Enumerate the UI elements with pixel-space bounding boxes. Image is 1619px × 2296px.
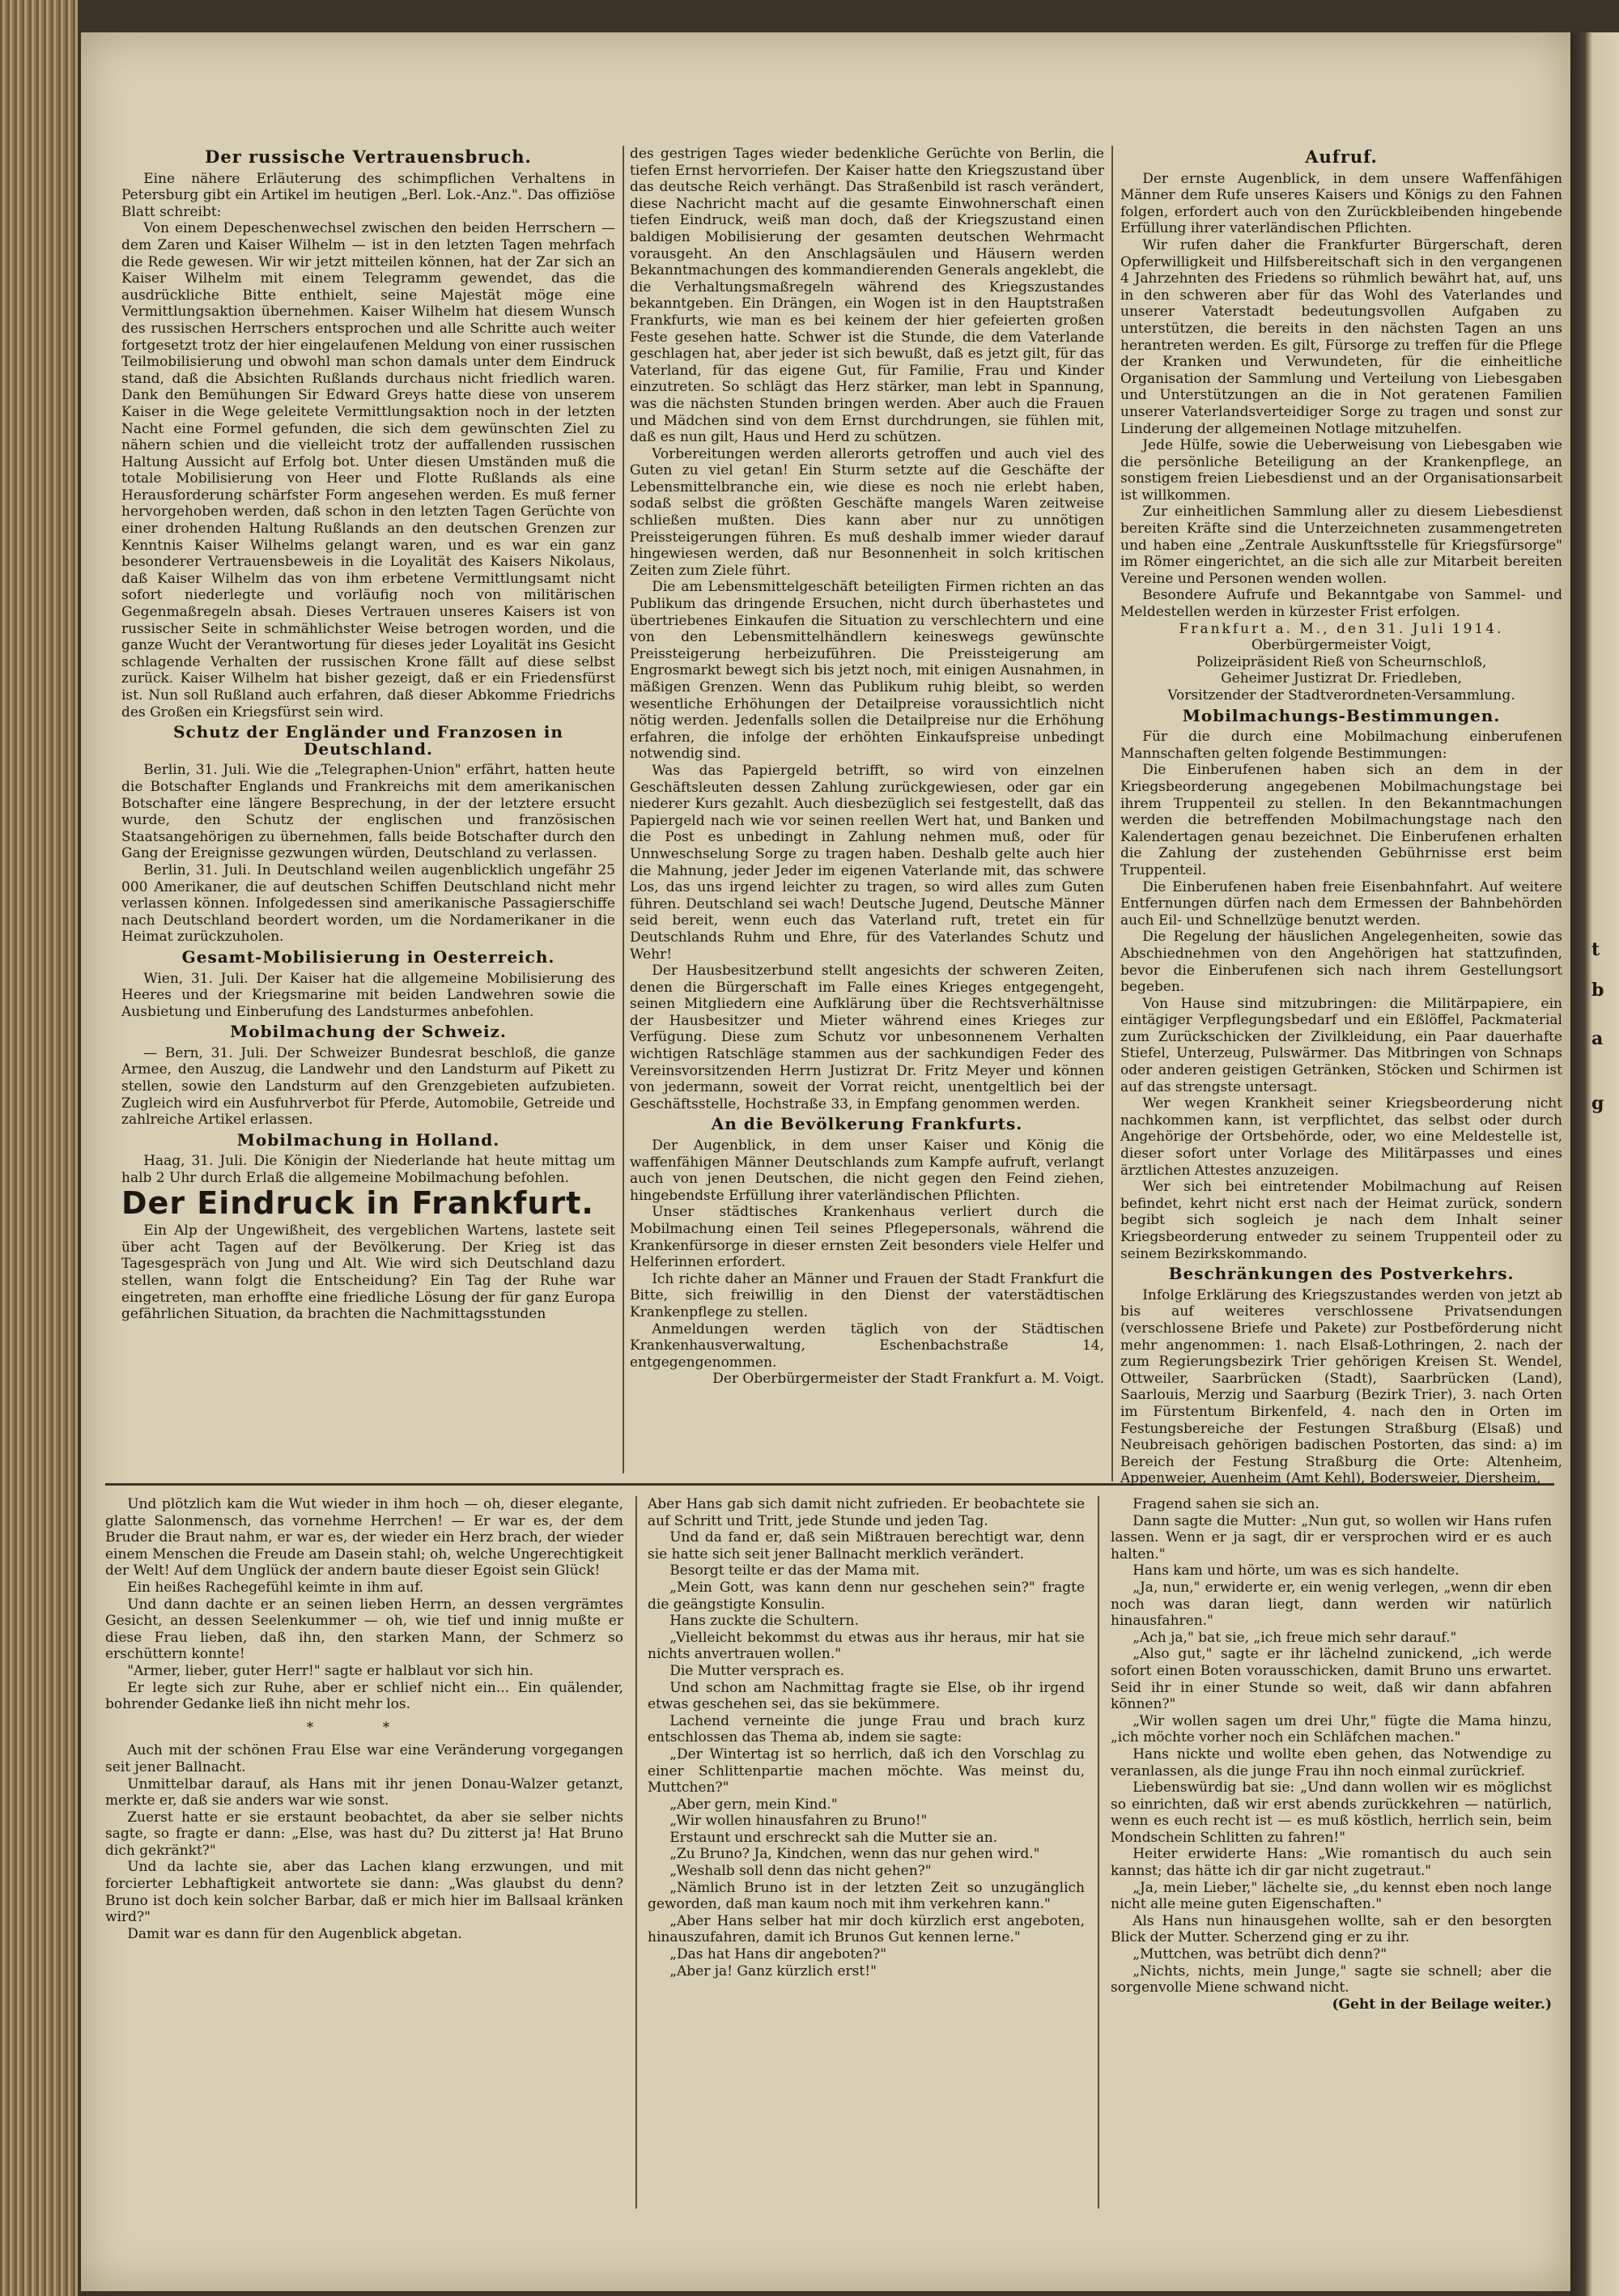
feuilleton-column-3 [1111, 1496, 1552, 2225]
paragraph: „Also gut," sagte er ihr lächelnd zunickend, „ich werde sofort einen Boten vorausschicken, damit Bruno uns erwartet. Seid ihr in einer Stunde so weit, daß wir dann abfahren können?" [1111, 1646, 1552, 1713]
paragraph: Infolge Erklärung des Kriegszustandes werden von jetzt ab bis auf weiteres verschlossene Privatsendungen (verschlossene Briefe und Pakete) zur Postbeförderung nicht mehr angenommen: 1. nach Elsaß-Lothringen, 2. nach der zum Regierungsbezirk Trier gehörigen Kreisen St. Wendel, Ottweiler, Saarbrücken (Stadt), Saarbrücken (Land), Saarlouis, Merzig und Saarburg (Bezirk Trier), 3. nach Orten im Fürstentum Birkenfeld, 4. nach den in Orten im Festungsbereiche der Festungen Straßburg (Elsaß) und Neubreisach gehörigen badischen Postorten, das sind: a) im Bereich der Festung Straßburg die Orte: Altenheim, Appenweier, Auenheim (Amt Kehl), Bodersweier, Diersheim, [1120, 1286, 1562, 1487]
signature: Vorsitzender der Stadtverordneten-Versammlung. [1167, 687, 1515, 704]
next-page-fragment: g [1591, 1093, 1604, 1114]
headline: Gesamt-Mobilisierung in Oesterreich. [181, 946, 555, 967]
paragraph: Wien, 31. Juli. Der Kaiser hat die allgemeine Mobilisierung des Heeres und der Kriegsmarine mit beiden Landwehren sowie die Ausbietung und Einberufung des Landsturmes anbefohlen. [121, 970, 615, 1020]
paragraph: Damit war es dann für den Augenblick abgetan. [127, 1925, 462, 1942]
paragraph: „Ja, nun," erwiderte er, ein wenig verlegen, „wenn dir eben noch was daran liegt, dann werden wir natürlich hinausfahren." [1111, 1579, 1552, 1630]
book-edge-left [0, 0, 78, 2296]
headline: Mobilmachung in Holland. [236, 1129, 500, 1150]
paragraph: Für die durch eine Mobilmachung einberufenen Mannschaften gelten folgende Bestimmungen: [1120, 729, 1562, 762]
paragraph: Was das Papiergeld betrifft, so wird von einzelnen Geschäftsleuten dessen Zahlung zurückgewiesen, oder gar ein niederer Kurs gezahlt. Auch diesbezüglich sei festgestellt, daß das Papiergeld nach wie vor seinen reellen Wert hat, und Banken und die Post es unbedingt in Zahlung nehmen muß, oder für Unnweschselung Sorge zu tragen haben. Deshalb gelte auch hier die Mahnung, jeder Jeder im eigenen Vaterlande mit, das schwere Los, das uns irgend leichter zu tragen, so wird alles zum Guten führen. Deutschland sei wach! Deutsche Jugend, Deutsche Männer seid bereit, wenn euch das Vaterland ruft, tretet ein für Deutschlands Ruhm und Ehre, für des Vaterlandes Schutz und Wehr! [630, 762, 1104, 963]
paragraph: Eine nähere Erläuterung des schimpflichen Verhaltens in Petersburg gibt ein Artikel im heutigen „Berl. Lok.-Anz.". Das offiziöse Blatt schreibt: [121, 170, 615, 220]
paragraph: Anmeldungen werden täglich von der Städtischen Krankenhausverwaltung, Eschenbachstraße 14, entgegengenommen. [630, 1320, 1104, 1371]
paragraph: „Das hat Hans dir angeboten?" [669, 1946, 887, 1963]
paragraph: Auch mit der schönen Frau Else war eine Veränderung vorgegangen seit jener Ballnacht. [105, 1742, 623, 1775]
paragraph: Wer wegen Krankheit seiner Kriegsbeorderung nicht nachkommen kann, ist verpflichtet, das selbst oder durch Angehörige der Ortsbehörde, oder, wo eine Meldestelle ist, dieser sofort unter Vorlage des Militärpasses und eines ärztlichen Attestes anzuzeigen. [1120, 1095, 1562, 1179]
paragraph: „Nämlich Bruno ist in der letzten Zeit so unzugänglich geworden, daß man kaum noch mit ihm verkehren kann." [648, 1879, 1085, 1913]
paragraph: "Armer, lieber, guter Herr!" sagte er halblaut vor sich hin. [127, 1662, 533, 1679]
paragraph: — Bern, 31. Juli. Der Schweizer Bundesrat beschloß, die ganze Armee, den Auszug, die Landwehr und den Landsturm auf Pikett zu stellen, sowie den Landsturm auf den Grenzgebieten aufzubieten. Zugleich wird ein Ausfuhrverbot für Pferde, Automobile, Getreide und zahlreiche Artikel erlassen. [121, 1044, 615, 1129]
continuation-note: (Geht in der Beilage weiter.) [1332, 1996, 1552, 2013]
headline: Schutz der Engländer und Franzosen in Deutschland. [173, 722, 563, 759]
paragraph: Als Hans nun hinausgehen wollte, sah er den besorgten Blick der Mutter. Scherzend ging er zu ihr. [1111, 1912, 1552, 1946]
column-1 [121, 146, 615, 1409]
headline: Mobilmachungs-Bestimmungen. [1182, 705, 1501, 725]
paragraph: Vorbereitungen werden allerorts getroffen und auch viel des Guten zu viel getan! Ein Sturm setzte auf die Geschäfte der Lebensmittelbranche ein, wie diese es noch nie erlebt haben, sodaß selbst die größten Geschäfte mangels Waren zeitweise schließen mußten. Dies kann aber nur zu unnötigen Preissteigerungen führen. Es muß deshalb immer wieder darauf hingewiesen werden, daß nur Besonnenheit in solch kritischen Zeiten zum Ziele führt. [630, 445, 1104, 579]
paragraph: Und dann dachte er an seinen lieben Herrn, an dessen vergrämtes Gesicht, an dessen Seelenkummer — oh, wie tief und innig mußte er diese Frau lieben, daß ihn, den starken Mann, der Schmerz so erschüttern konnte! [105, 1596, 623, 1663]
paragraph: Und schon am Nachmittag fragte sie Else, ob ihr irgend etwas geschehen sei, das sie bekümmere. [648, 1679, 1085, 1713]
headline: Mobilmachung der Schweiz. [230, 1022, 507, 1042]
paragraph: Und da fand er, daß sein Mißtrauen berechtigt war, denn sie hatte sich seit jener Ballnacht merklich verändert. [648, 1529, 1085, 1563]
paragraph: Die Mutter versprach es. [669, 1662, 845, 1679]
paragraph: „Ja, mein Lieber," lächelte sie, „du kennst eben noch lange nicht alle meine guten Eigenschaften." [1111, 1879, 1552, 1913]
paragraph: Berlin, 31. Juli. Wie die „Telegraphen-Union" erfährt, hatten heute die Botschafter Englands und Frankreichs mit dem amerikanischen Botschafter eine längere Besprechung, in der der letztere ersucht wurde, den Schutz der englischen und französischen Staatsangehörigen zu übernehmen, falls beide Botschafter durch den Gang der Ereignisse gezwungen würden, Deutschland zu verlassen. [121, 762, 615, 862]
paragraph: Heiter erwiderte Hans: „Wie romantisch du auch sein kannst; das hätte ich dir gar nicht zugetraut." [1111, 1846, 1552, 1880]
next-page-fragment: b [1591, 980, 1604, 1001]
section-title: Der Eindruck in Frankfurt. [121, 1184, 594, 1221]
next-page-fragment: a [1591, 1028, 1604, 1049]
paragraph: Die Einberufenen haben freie Eisenbahnfahrt. Auf weitere Entfernungen dürfen nach dem Ermessen der Bahnbehörden auch Eil- und Schnellzüge benutzt werden. [1120, 878, 1562, 929]
paragraph: Lachend verneinte die junge Frau und brach kurz entschlossen das Thema ab, indem sie sagte: [648, 1712, 1085, 1746]
paragraph: „Vielleicht bekommst du etwas aus ihr heraus, mir hat sie nichts anvertrauen wollen." [648, 1629, 1085, 1663]
paragraph: Ich richte daher an Männer und Frauen der Stadt Frankfurt die Bitte, sich freiwillig in den Dienst der vaterstädtischen Krankenpflege zu stellen. [630, 1270, 1104, 1320]
feuilleton-column-2 [648, 1496, 1085, 2225]
paragraph: Hans nickte und wollte eben gehen, das Notwendige zu veranlassen, als die junge Frau ihn noch einmal zurückrief. [1111, 1745, 1552, 1779]
paragraph: Die Regelung der häuslichen Angelegenheiten, sowie das Abschiednehmen von den Angehörigen hat stattzufinden, bevor die Einberufenen sich nach ihrem Gestellungsort begeben. [1120, 929, 1562, 996]
paragraph: Fragend sahen sie sich an. [1132, 1496, 1319, 1512]
paragraph: „Wir wollen hinausfahren zu Bruno!" [669, 1813, 928, 1830]
paragraph: Liebenswürdig bat sie: „Und dann wollen wir es möglichst so einrichten, daß wir erst abends zurückkehren — natürlich, wenn es euch recht ist — es muß köstlich, herrlich sein, beim Mondschein Schlitten zu fahren!" [1111, 1779, 1552, 1846]
headline: Der russische Vertrauensbruch. [205, 147, 532, 167]
paragraph: Haag, 31. Juli. Die Königin der Niederlande hat heute mittag um halb 2 Uhr durch Erlaß die allgemeine Mobilmachung befohlen. [121, 1153, 615, 1187]
next-page-fragment: t [1591, 939, 1600, 960]
paragraph: Wer sich bei eintretender Mobilmachung auf Reisen befindet, kehrt nicht erst nach der Heimat zurück, sondern begibt sich sogleich je nach dem Inhalt seiner Kriegsbeorderung entweder zu seinem Truppenteil oder zu seinem Bezirkskommando. [1120, 1179, 1562, 1262]
paragraph: Aber Hans gab sich damit nicht zufrieden. Er beobachtete sie auf Schritt und Tritt, jede Stunde und jeden Tag. [648, 1496, 1085, 1529]
paragraph: „Wir wollen sagen um drei Uhr," fügte die Mama hinzu, „ich möchte vorher noch ein Schläfchen machen." [1111, 1712, 1552, 1746]
paragraph: Zur einheitlichen Sammlung aller zu diesem Liebesdienst bereiten Kräfte sind die Unterzeichneten zusammengetreten und haben eine „Zentrale Auskunftsstelle für Kriegsfürsorge" im Römer eingerichtet, an die sich alle zur Mitarbeit bereiten Vereine und Personen wenden wollen. [1120, 504, 1562, 587]
paragraph: Die Einberufenen haben sich an dem in der Kriegsbeorderung angegebenen Mobilmachungstage bei ihrem Truppenteil zu stellen. In den Bekanntmachungen werden die betreffenden Mobilmachungstage nach den Kalendertagen genau bezeichnet. Die Einberufenen erhalten die Zahlung der zustehenden Gebührnisse erst beim Truppenteil. [1120, 762, 1562, 878]
signature: Polizeipräsident Rieß von Scheurnschloß, [1196, 653, 1487, 670]
headline: An die Bevölkerung Frankfurts. [711, 1114, 1023, 1134]
headline: Beschränkungen des Postverkehrs. [1168, 1264, 1515, 1284]
paragraph: „Ach ja," bat sie, „ich freue mich sehr darauf." [1132, 1629, 1457, 1646]
paragraph: Der Augenblick, in dem unser Kaiser und König die waffenfähigen Männer Deutschlands zum Kampfe aufruft, verlangt auch von jenen Deutschen, die nicht gegen den Feind ziehen, hingebendste Erfüllung ihrer vaterländischen Pflichten. [630, 1137, 1104, 1204]
section-break: * * [306, 1719, 423, 1736]
paragraph: Hans zuckte die Schultern. [669, 1613, 859, 1630]
paragraph: Unmittelbar darauf, als Hans mit ihr jenen Donau-Walzer getanzt, merkte er, daß sie anders war wie sonst. [105, 1775, 623, 1809]
paragraph: „Weshalb soll denn das nicht gehen?" [669, 1863, 932, 1880]
column-rule [1111, 146, 1113, 1482]
signature: Der Oberbürgermeister der Stadt Frankfurt a. M. Voigt. [712, 1371, 1104, 1388]
paragraph: Der ernste Augenblick, in dem unsere Waffenfähigen Männer dem Rufe unseres Kaisers und Königs zu den Fahnen folgen, erfordert auch von den Zurückbleibenden hingebende Erfüllung ihrer vaterländischen Pflichten. [1120, 170, 1562, 237]
paragraph: „Aber gern, mein Kind." [669, 1796, 838, 1813]
column-rule [1098, 1496, 1099, 2209]
paragraph: „Nichts, nichts, mein Junge," sagte sie schnell; aber die sorgenvolle Miene schwand nicht. [1111, 1962, 1552, 1996]
paragraph: „Mein Gott, was kann denn nur geschehen sein?" fragte die geängstigte Konsulin. [648, 1579, 1085, 1613]
paragraph: Besorgt teilte er das der Mama mit. [669, 1563, 920, 1580]
paragraph: Dann sagte die Mutter: „Nun gut, so wollen wir Hans rufen lassen. Wenn er ja sagt, dir er versprochen wird er es auch halten." [1111, 1512, 1552, 1563]
paragraph: Ein heißes Rachegefühl keimte in ihm auf. [127, 1579, 424, 1596]
paragraph: Jede Hülfe, sowie die Ueberweisung von Liebesgaben wie die persönliche Beteiligung an der Krankenpflege, an sonstigem freien Liebesdienst und an der Organisationsarbeit ist willkommen. [1120, 437, 1562, 504]
paragraph: Berlin, 31. Juli. In Deutschland weilen augenblicklich ungefähr 25 000 Amerikaner, die auf deutschen Schiffen Deutschland nicht mehr verlassen können. Infolgedessen sind amerikanische Passagierschiffe nach Deutschland beordert worden, um die Nordamerikaner in die Heimat zurückzuholen. [121, 861, 615, 946]
paragraph: „Aber ja! Ganz kürzlich erst!" [669, 1962, 877, 1979]
paragraph: Unser städtisches Krankenhaus verliert durch die Mobilmachung einen Teil seines Pflegepersonals, während die Krankenfürsorge in dieser ernsten Zeit besonders viele Helfer und Helferinnen erfordert. [630, 1204, 1104, 1271]
dateline: Frankfurt a. M., den 31. Juli 1914. [1179, 620, 1504, 637]
paragraph: Und da lachte sie, aber das Lachen klang erzwungen, und mit forcierter Lebhaftigkeit antwortete sie dann: „Was glaubst du denn? Bruno ist doch kein solcher Barbar, daß er mich hier im Ballsaal kränken wird?" [105, 1859, 623, 1926]
paragraph: Ein Alp der Ungewißheit, des vergeblichen Wartens, lastete seit über acht Tagen auf der Bevölkerung. Der Krieg ist das Tagesgespräch von Jung und Alt. Wie wird sich Deutschland dazu stellen, wann folgt die Entscheidung? Ein Tag der Ruhe war eingetreten, man erhoffte eine friedliche Lösung der für ganz Europa gefährlichen Situation, da brachten die Nachmittagsstunden [121, 1222, 615, 1323]
paragraph: Hans kam und hörte, um was es sich handelte. [1132, 1563, 1460, 1580]
signature: Oberbürgermeister Voigt, [1251, 637, 1432, 654]
paragraph: Die am Lebensmittelgeschäft beteiligten Firmen richten an das Publikum das dringende Ersuchen, nicht durch überhastetes und übertriebenes Einkaufen die Situation zu verschlechtern und eine von den Lebensmittelhändlern keineswegs gewünschte Preissteigerung herbeizuführen. Die Preissteigerung am Engrosmarkt bewegt sich bis jetzt noch, mit einigen Ausnahmen, in mäßigen Grenzen. Wenn das Publikum ruhig bleibt, so werden wesentliche Erhöhungen der Detailpreise voraussichtlich nicht nötig werden. Jedenfalls sollen die Detailpreise nur die Erhöhung erfahren, die infolge der erhöhten Einkaufspreise unbedingt notwendig sind. [630, 579, 1104, 763]
paragraph: Erstaunt und erschreckt sah die Mutter sie an. [669, 1829, 998, 1846]
paragraph: „Der Wintertag ist so herrlich, daß ich den Vorschlag zu einer Schlittenpartie machen möchte. Was meinst du, Muttchen?" [648, 1745, 1085, 1796]
column-3 [1120, 146, 1562, 1522]
paragraph: „Zu Bruno? Ja, Kindchen, wenn das nur gehen wird." [669, 1846, 1040, 1863]
signature: Geheimer Justizrat Dr. Friedleben, [1221, 670, 1462, 687]
paragraph: des gestrigen Tages wieder bedenkliche Gerüchte von Berlin, die tiefen Ernst hervorriefen. Der Kaiser hatte den Kriegszustand über das deutsche Reich verhängt. Das Straßenbild ist rasch verändert, diese Nachricht macht auf die gesamte Einwohnerschaft einen tiefen Eindruck, weiß man doch, daß der Kriegszustand einen baldigen Mobilisierung der gesamten deutschen Wehrmacht vorausgeht. An den Anschlagsäulen und Häusern werden Bekanntmachungen des kommandierenden Generals angeklebt, die die Verhaltungsmaßregeln während des Kriegszustandes bekanntgeben. Ein Drängen, ein Wogen ist in den Hauptstraßen Frankfurts, wie man es bei keinem der hier gefeierten großen Feste gesehen hatte. Schwer ist die Stunde, die dem Vaterlande geschlagen hat, aber jeder ist sich bewußt, daß es jetzt gilt, für das Vaterland, für das eigene Gut, für Familie, Frau und Kinder einzutreten. So schlägt das Herz stärker, man lebt in Spannung, was die nächsten Stunden bringen werden. Aber auch die Frauen und Mädchen sind von dem Ernst durchdrungen, sie fühlen mit, daß es nun gilt, Haus und Herd zu schützen. [630, 146, 1104, 446]
paragraph: Wir rufen daher die Frankfurter Bürgerschaft, deren Opferwilligkeit und Hilfsbereitschaft sich in den vergangenen 4 Jahrzehnten des Friedens so rühmlich bewährt hat, auf, uns in den schweren aber für das Wohl des Vaterlandes und unserer Vaterstadt bedeutungsvollen Aufgaben zu unterstützen, die bereits in den nächsten Tagen an uns herantreten werden. Es gilt, Fürsorge zu treffen für die Pflege der Kranken und Verwundeten, für die einheitliche Organisation der Sammlung und Verteilung von Liebesgaben und Unterstützungen an die in Not geratenen Familien unserer Vaterlandsverteidiger Sorge zu tragen und sonst zur Linderung der allgemeinen Notlage mitzuhelfen. [1120, 236, 1562, 437]
feuilleton-column-1 [105, 1496, 623, 2225]
paragraph: Zuerst hatte er sie erstaunt beobachtet, da aber sie selber nichts sagte, so fragte er dann: „Else, was hast du? Du zitterst ja! Hat Bruno dich gekränkt?" [105, 1809, 623, 1859]
column-rule [635, 1496, 637, 2209]
column-rule [623, 146, 624, 1473]
paragraph: Besondere Aufrufe und Bekanntgabe von Sammel- und Meldestellen werden in kürzester Frist erfolgen. [1120, 587, 1562, 621]
paragraph: Der Hausbesitzerbund stellt angesichts der schweren Zeiten, denen die Bürgerschaft im Falle eines Krieges entgegengeht, seinen Mitgliedern eine Aufklärung über die Rechtsverhältnisse der Hausbesitzer und Mieter während eines Krieges zur Verfügung. Diese zum Schutz vor unbesonnenem Verhalten wichtigen Ratschläge stammen aus der sachkundigen Feder des Vereinsvorsitzenden Herrn Justizrat Dr. Fritz Meyer und können von jedermann, soweit der Vorrat reicht, unentgeltlich bei der Geschäftsstelle, Hochstraße 33, in Empfang genommen werden. [630, 963, 1104, 1112]
headline: Aufruf. [1305, 147, 1378, 167]
paragraph: Von Hause sind mitzubringen: die Militärpapiere, ein eintägiger Verpflegungsbedarf und ein Eßlöffel, Packmaterial zum Zurückschicken der Zivilkleidung, ein Paar dauerhafte Stiefel, Unterzeug, Pulswärmer. Das Mitbringen von Schnaps oder anderen geistigen Getränken, Stöcken und Schirmen ist auf das strengste untersagt. [1120, 995, 1562, 1095]
paragraph: „Aber Hans selber hat mir doch kürzlich erst angeboten, hinauszufahren, damit ich Brunos Gut kennen lerne." [648, 1912, 1085, 1946]
paragraph: Er legte sich zur Ruhe, aber er schlief nicht ein... Ein quälender, bohrender Gedanke ließ ihn nicht mehr los. [105, 1679, 623, 1713]
next-page-edge [1570, 32, 1619, 2296]
column-2 [630, 146, 1104, 1579]
paragraph: Von einem Depeschenwechsel zwischen den beiden Herrschern — dem Zaren und Kaiser Wilhelm — ist in den letzten Tagen mehrfach die Rede gewesen. Wir wir jetzt mitteilen können, hat der Zar sich an Kaiser Wilhelm mit einem Telegramm gewendet, das die ausdrückliche Bitte enthielt, seine Majestät möge eine Vermittlungsaktion übernehmen. Kaiser Wilhelm hat diesem Wunsch des russischen Herrschers entsprochen und alle Schritte auch weiter fortgesetzt trotz der hier eingelaufenen Meldung von einer russischen Teilmobilisierung und obwohl man schon damals unter dem Eindruck stand, daß die Absichten Rußlands durchaus nicht friedlich waren. Dank den Bemühungen Sir Edward Greys hatte diese von unserem Kaiser in die Wege geleitete Vermittlungsaktion noch in der letzten Nacht eine Formel gefunden, die sich dem gewünschten Ziel zu nähern schien und die vielleicht trotz der auffallenden russischen Haltung Aussicht auf Erfolg bot. Unter diesen Umständen muß die totale Mobilisierung von Heer und Flotte Rußlands als eine Herausforderung schärfster Form angesehen werden. Es muß ferner hervorgehoben werden, daß schon in den letzten Tagen Gerüchte von einer drohenden Haltung Rußlands an den deutschen Grenzen zur Kenntnis Kaiser Wilhelms gelangt waren, und es war ein ganz besonderer Vertrauensbeweis in die Loyalität des Kaisers Nikolaus, daß Kaiser Wilhelm das von ihm erbetene Vermittlungsamt nicht sofort niederlegte und vorläufig noch von militärischen Gegenmaßregeln absah. Dieses Vertrauen unseres Kaisers ist von russischer Seite in schmählichster Weise betrogen worden, und die ganze Wucht der Verantwortung für dieses jeder Loyalität ins Gesicht schlagende Verhalten der russischen Krone fällt auf diese selbst zurück. Kaiser Wilhelm hat bisher gezeigt, daß er ein Friedensfürst ist. Nun soll Rußland auch erfahren, daß dieser Abkomme Friedrichs des Großen ein Kriegsfürst sein wird. [121, 220, 615, 721]
paragraph: Und plötzlich kam die Wut wieder in ihm hoch — oh, dieser elegante, glatte Salonmensch, das vornehme Herrchen! — Er war es, der dem Bruder die Braut nahm, er war es, der wieder ein Herz brach, der wieder einem Menschen die Freude am Dasein stahl; oh, welche Ungerechtigkeit der Welt! Auf dem Unglück der andern baute dieser Egoist sein Glück! [105, 1496, 623, 1580]
paragraph: „Muttchen, was betrübt dich denn?" [1132, 1946, 1387, 1963]
